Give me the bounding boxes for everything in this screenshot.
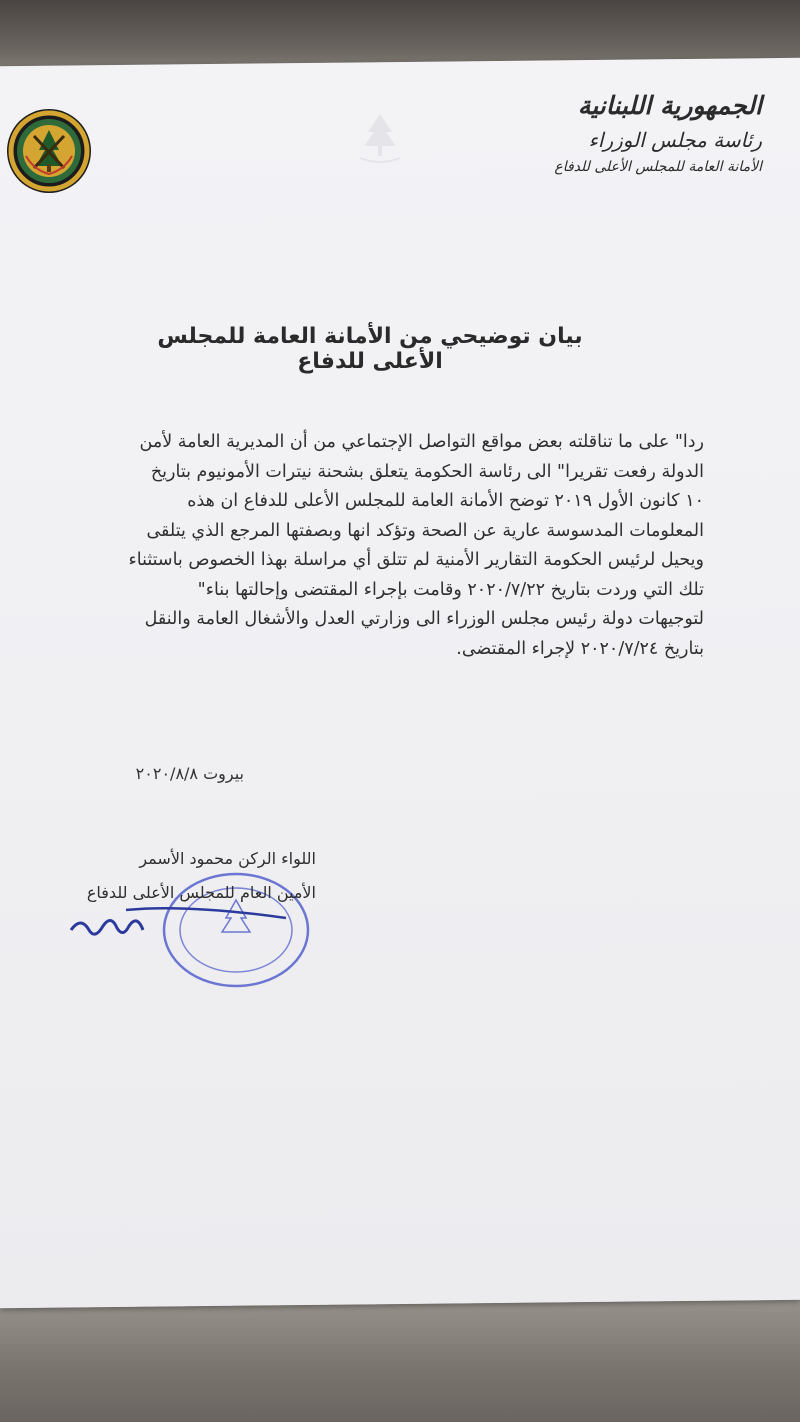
- document-title: بيان توضيحي من الأمانة العامة للمجلس الأعلى للدفاع: [157, 324, 583, 374]
- letterhead-country: الجمهورية اللبنانية: [577, 91, 762, 120]
- body-line: ١٠ كانون الأول ٢٠١٩ توضح الأمانة العامة للمجلس الأعلى للدفاع ان هذه: [187, 491, 704, 511]
- signer-name: اللواء الركن محمود الأسمر: [139, 849, 316, 868]
- background-bottom: [0, 1290, 800, 1422]
- body-line: ردا" على ما تناقلته بعض مواقع التواصل الإجتماعي من أن المديرية العامة لأمن: [139, 432, 704, 452]
- body-line: تلك التي وردت بتاريخ ٢٠٢٠/٧/٢٢ وقامت بإجراء المقتضى وإحالتها بناء": [197, 579, 704, 600]
- body-line: لتوجيهات دولة رئيس مجلس الوزراء الى وزارتي العدل والأشغال العامة والنقل: [144, 609, 704, 629]
- body-line: الدولة رفعت تقريرا" الى رئاسة الحكومة يتعلق بشحنة نيترات الأمونيوم بتاريخ: [150, 461, 704, 482]
- letterhead: [502, 88, 762, 178]
- body-line: المعلومات المدسوسة عارية عن الصحة وتؤكد انها وبصفتها المرجع الذي يتلقى: [146, 520, 704, 541]
- letterhead-secretariat: الأمانة العامة للمجلس الأعلى للدفاع: [554, 159, 762, 175]
- defense-council-emblem-icon: [4, 106, 94, 196]
- signer-position: الأمين العام للمجلس الأعلى للدفاع: [86, 883, 316, 902]
- document-page: [0, 58, 800, 1308]
- statement-body: [80, 428, 704, 664]
- letterhead-presidency: رئاسة مجلس الوزراء: [588, 128, 762, 152]
- body-line: بتاريخ ٢٠٢٠/٧/٢٤ لإجراء المقتضى.: [456, 638, 704, 659]
- body-line: ويحيل لرئيس الحكومة التقارير الأمنية لم تتلق أي مراسلة بهذا الخصوص باستثناء: [128, 550, 704, 570]
- cedar-watermark-icon: [350, 110, 410, 166]
- signature-block: [66, 842, 316, 910]
- document-date: بيروت ٢٠٢٠/٨/٨: [135, 764, 244, 783]
